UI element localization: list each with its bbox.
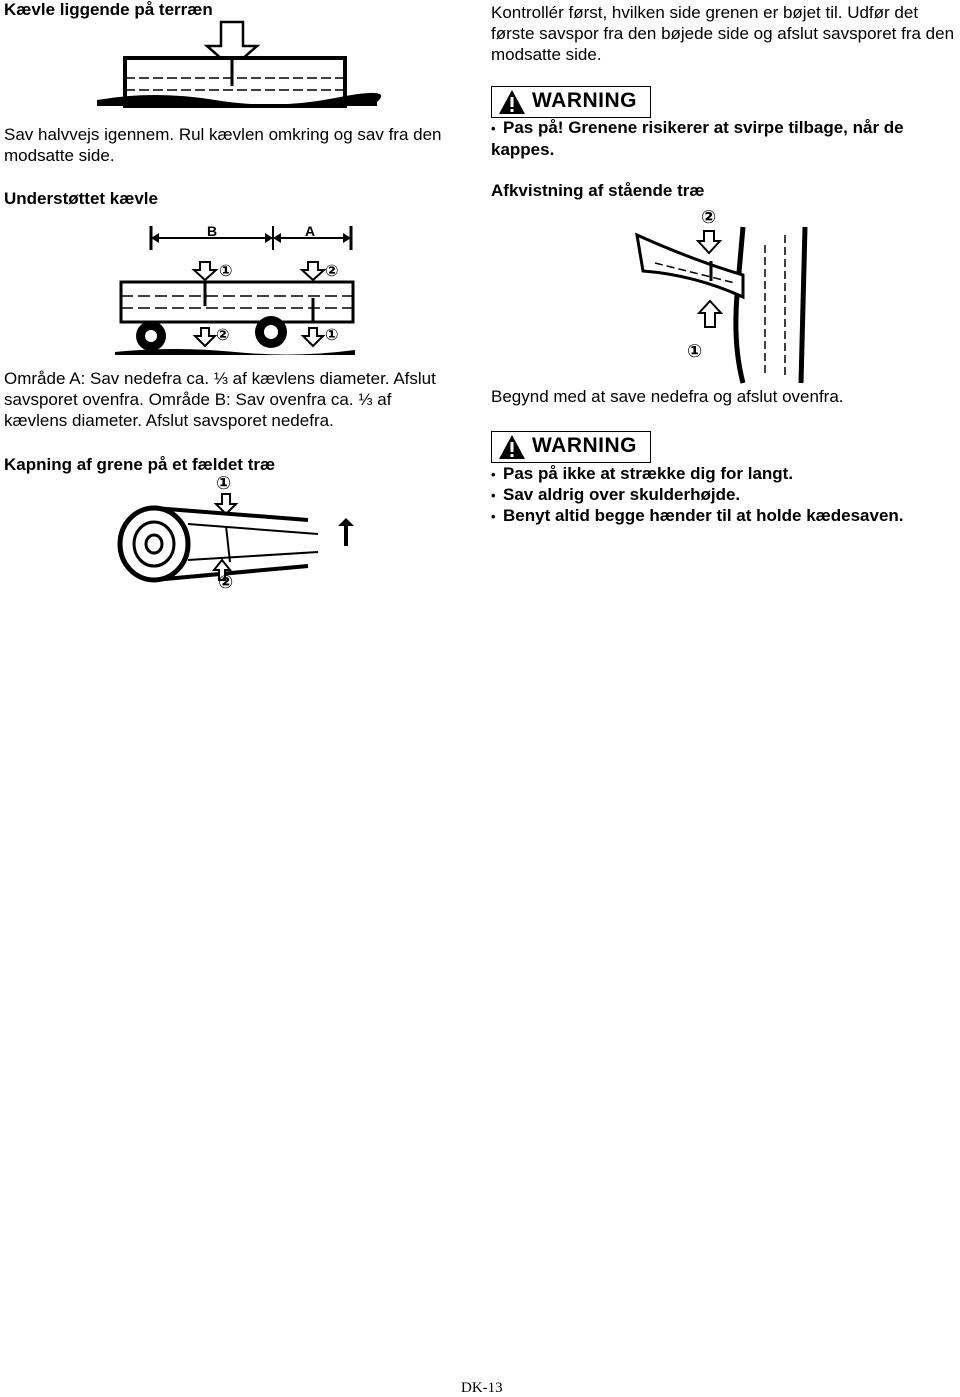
supported-marker-1-bottom: ① bbox=[325, 327, 339, 344]
warning-label-2: WARNING bbox=[532, 434, 637, 457]
standing-marker-2: ② bbox=[701, 207, 717, 227]
heading-log-on-ground: Kævle liggende på terræn bbox=[4, 0, 213, 19]
standing-tree-text: Begynd med at save nedefra og afslut ovenfra. bbox=[491, 387, 844, 406]
saw-halfway-text: Sav halvvejs igennem. Rul kævlen omkring og sav fra den modsatte side. bbox=[4, 125, 442, 165]
supported-log-text: Område A: Sav nedefra ca. ⅓ af kævlens diameter. Afslut savsporet ovenfra. Område B: Sav ovenfra ca. ⅓ af kævlens diameter. Afslut savsporet nedefra. bbox=[4, 369, 436, 430]
warning-box-2 bbox=[491, 431, 651, 463]
warning-1-bullet-1: • Pas på! Grenene risikerer at svirpe tilbage, når de kappes. bbox=[491, 117, 960, 160]
page-number: DK-13 bbox=[461, 1380, 503, 1396]
heading-supported-log: Understøttet kævle bbox=[4, 189, 158, 208]
supported-marker-2-top: ② bbox=[325, 263, 339, 280]
warning-box-1 bbox=[491, 86, 651, 118]
figure-standing-tree bbox=[615, 205, 815, 385]
standing-marker-1: ① bbox=[687, 341, 703, 361]
figure-log-on-ground bbox=[95, 20, 385, 110]
warning-2-bullet-3: • Benyt altid begge hænder til at holde kædesaven. bbox=[491, 505, 904, 527]
felled-marker-2: ② bbox=[218, 572, 234, 592]
label-a: A bbox=[305, 223, 316, 239]
warning-triangle-icon bbox=[498, 89, 526, 115]
supported-marker-2-bottom: ② bbox=[216, 327, 230, 344]
warning-2-bullet-2: • Sav aldrig over skulderhøjde. bbox=[491, 484, 740, 506]
felled-marker-1: ① bbox=[216, 473, 232, 493]
figure-supported-log bbox=[115, 222, 360, 358]
label-b: B bbox=[207, 223, 218, 239]
figure-felled-tree bbox=[118, 472, 358, 592]
heading-standing-tree: Afkvistning af stående træ bbox=[491, 181, 705, 200]
supported-marker-1-top: ① bbox=[219, 263, 233, 280]
heading-felled-tree: Kapning af grene på et fældet træ bbox=[4, 455, 276, 474]
warning-triangle-icon bbox=[498, 434, 526, 460]
intro-text: Kontrollér først, hvilken side grenen er bøjet til. Udfør det første savspor fra den bøjede side og afslut savsporet fra den modsatte side. bbox=[491, 3, 955, 64]
warning-2-bullet-1: • Pas på ikke at strække dig for langt. bbox=[491, 463, 793, 485]
warning-label-1: WARNING bbox=[532, 89, 637, 112]
